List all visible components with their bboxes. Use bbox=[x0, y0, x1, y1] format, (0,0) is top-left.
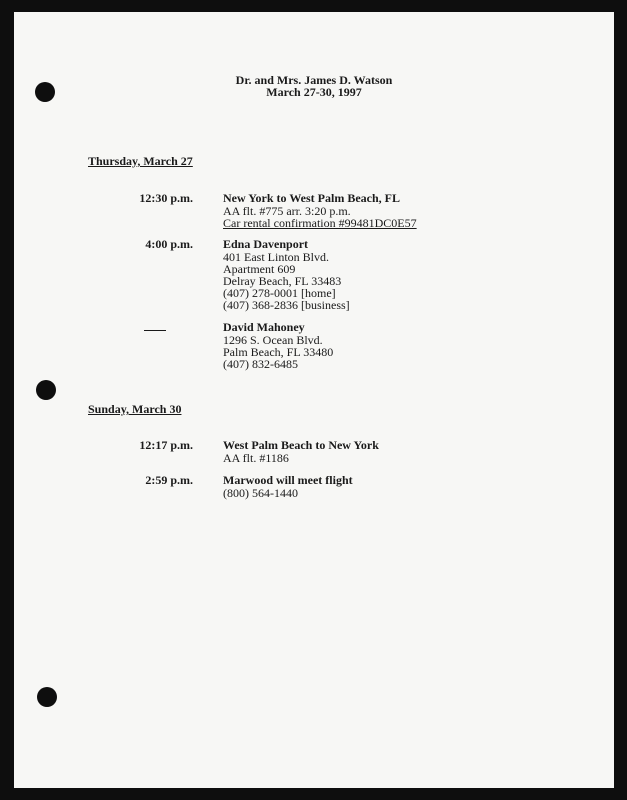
entry-title: Marwood will meet flight bbox=[223, 473, 353, 487]
entry-line: 1296 S. Ocean Blvd. bbox=[223, 333, 323, 347]
entry-line: (407) 832-6485 bbox=[223, 357, 298, 371]
document-page bbox=[14, 12, 614, 788]
punch-hole bbox=[37, 687, 57, 707]
entry-line: Apartment 609 bbox=[223, 262, 296, 276]
entry-title: Edna Davenport bbox=[223, 237, 309, 251]
itinerary-entry bbox=[223, 439, 379, 464]
itinerary-entry bbox=[223, 321, 333, 370]
entry-time: 12:30 p.m. bbox=[139, 191, 193, 205]
entry-line: Car rental confirmation #99481DC0E57 bbox=[223, 216, 417, 230]
time-placeholder-dash bbox=[144, 330, 166, 331]
entry-title: New York to West Palm Beach, FL bbox=[223, 191, 400, 205]
itinerary-entry bbox=[223, 238, 350, 311]
entry-line: 401 East Linton Blvd. bbox=[223, 250, 329, 264]
itinerary-entry bbox=[223, 474, 353, 499]
entry-time: 4:00 p.m. bbox=[145, 237, 193, 251]
entry-line: AA flt. #775 arr. 3:20 p.m. bbox=[223, 204, 351, 218]
entry-title: David Mahoney bbox=[223, 320, 305, 334]
entry-line: (407) 278-0001 [home] bbox=[223, 286, 336, 300]
entry-time: 2:59 p.m. bbox=[145, 473, 193, 487]
header-dates: March 27-30, 1997 bbox=[266, 85, 362, 99]
entry-line: (407) 368-2836 [business] bbox=[223, 298, 350, 312]
day-heading-thursday: Thursday, March 27 bbox=[88, 154, 193, 168]
entry-line: Delray Beach, FL 33483 bbox=[223, 274, 342, 288]
header-names: Dr. and Mrs. James D. Watson bbox=[235, 73, 393, 87]
punch-hole bbox=[36, 380, 56, 400]
itinerary-entry bbox=[223, 192, 417, 229]
entry-title: West Palm Beach to New York bbox=[223, 438, 379, 452]
entry-line: (800) 564-1440 bbox=[223, 486, 298, 500]
entry-line: Palm Beach, FL 33480 bbox=[223, 345, 334, 359]
entry-time: 12:17 p.m. bbox=[139, 438, 193, 452]
entry-line: AA flt. #1186 bbox=[223, 451, 289, 465]
day-heading-sunday: Sunday, March 30 bbox=[88, 402, 182, 416]
